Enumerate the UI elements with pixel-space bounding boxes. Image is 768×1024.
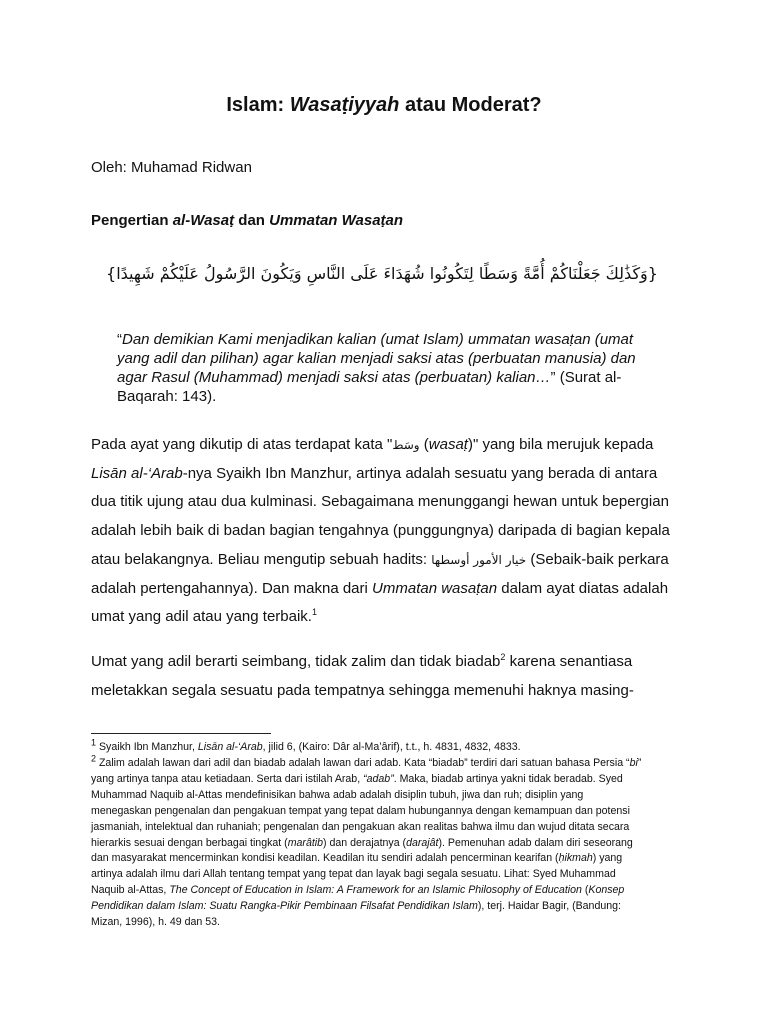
text-span: ) yang [592, 852, 623, 865]
paragraph-2-line [91, 648, 681, 677]
paragraph-1-line: adalah lebih baik di badan bagian tengahnya (punggungnya) daripada di bagian kepala [91, 522, 670, 540]
text-span: hierarkis sesuai dengan berbagai tingkat ( [91, 836, 288, 849]
arabic-verse: {وَكَذَٰلِكَ جَعَلْنَاكُمْ أُمَّةً وَسَطًا لِتَكُونُوا شُهَدَاءَ عَلَى النَّاسِ وَيَكُونَ الرَّسُولُ عَلَيْكُمْ شَهِيدًا} [106, 264, 658, 283]
italic-term: Lisān al-‘Arab [91, 464, 183, 482]
italic-term: wasaṭ [428, 436, 468, 453]
footnote-line [91, 883, 681, 899]
heading-text: Pengertian [91, 212, 173, 229]
italic-term: Ummatan wasaṭan [372, 579, 498, 597]
italic-book-title: Pendidikan dalam Islam: Suatu Rangka-Pikir Pembinaan Filsafat Pendidikan Islam [91, 900, 478, 913]
footnote-line [91, 772, 681, 788]
text-span: karena senantiasa [505, 653, 633, 670]
paragraph-1-line [91, 460, 681, 489]
footnote-1 [91, 737, 681, 756]
text-span: -nya Syaikh Ibn Manzhur, artinya adalah sesuatu yang berada di antara [182, 464, 658, 482]
text-span: yang artinya tanpa atau ketiadaan. Serta dari istilah Arab, [91, 772, 364, 785]
heading-term-ummatan: Ummatan Wasaṭan [269, 212, 404, 229]
footnote-line: Muhammad Naquib al-Attas mendefinisikan bahwa adab adalah disiplin tubuh, jiwa dan ruh; disiplin yang [91, 788, 584, 801]
heading-term-al-wasat: al-Wasaṭ [172, 212, 235, 229]
title-text-end: atau Moderat? [399, 94, 542, 116]
text-span: Naquib al-Attas, [91, 884, 170, 897]
heading-text-and: dan [234, 212, 270, 229]
text-span: Syaikh Ibn Manzhur, [96, 741, 198, 753]
paragraph-2 [91, 648, 681, 705]
footnote-line: artinya adalah ilmu dari Allah tentang tempat yang tepat dan layak bagi segala sesuatu. Lihat: Syed Muhammad [91, 868, 616, 881]
text-span: (Sebaik-baik perkara [526, 550, 669, 568]
quote-source: (Surat al-Baqarah: 143). [117, 369, 622, 405]
footnote-line: jasmaniah, intelektual dan ruhaniah; pengenalan dan pengakuan akan realitas bahwa ilmu dan wujud ditata secara [91, 820, 630, 833]
text-span: dalam ayat diatas adalah [497, 579, 669, 597]
italic-term: “adab” [363, 772, 394, 785]
paragraph-1-line [91, 603, 681, 632]
footnote-ref-1[interactable]: 1 [311, 607, 317, 618]
footnote-line: Mizan, 1996), h. 49 dan 53. [91, 916, 220, 929]
title-text: Islam: [226, 94, 290, 116]
title-italic-term: Wasaṭiyyah [289, 94, 400, 116]
text-span: ( [419, 436, 429, 453]
quote-italic-text: Dan demikian Kami menjadikan kalian (umat Islam) ummatan wasaṭan (umat yang adil dan pilihan) agar kalian menjadi saksi atas (perbuatan manusia) dan agar Rasul (Muhammad) menjadi saksi atas (perbuatan) kalian… [117, 331, 636, 386]
footnote-line [91, 899, 681, 915]
arabic-hadith: خيار الأمور أوسطها [431, 552, 527, 567]
footnote-number: 1 [91, 737, 97, 748]
footnote-line [91, 753, 681, 772]
italic-term: bi [629, 757, 638, 769]
italic-term: Konsep [588, 884, 625, 897]
footnote-ref-2[interactable]: 2 [500, 652, 506, 662]
text-span: ) dan derajatnya ( [323, 836, 407, 849]
italic-book-title: The Concept of Education in Islam: A Framework for an Islamic Philosophy of Education [169, 884, 582, 897]
footnote-number: 2 [91, 753, 97, 764]
footnote-line [91, 836, 681, 852]
text-span: . Maka, biadab artinya yakni tidak beradab. Syed [393, 772, 623, 785]
text-span: adalah pertengahannya). Dan makna dari [91, 579, 373, 597]
arabic-word: وسَط [392, 438, 420, 452]
text-span: )" yang bila merujuk kepada [467, 436, 654, 453]
text-span: atau belakangnya. Beliau mengutip sebuah hadits: [91, 550, 432, 568]
quote-open-mark: “ [117, 331, 122, 348]
paragraph-1-line: dua titik ujung atau dua kulminasi. Sebagaimana menunggangi hewan untuk bepergian [91, 493, 669, 511]
quote-close-mark: ” [550, 369, 560, 386]
text-span: dan masyarakat mencerminkan kondisi keadilan. Keadilan itu sendiri adalah pencerminan kearifan ( [91, 852, 559, 865]
footnote-2 [91, 753, 681, 931]
paragraph-2-line: meletakkan segala sesuatu pada tempatnya sehingga memenuhi haknya masing- [91, 681, 634, 699]
footnote-line [91, 737, 681, 756]
text-span: ” [637, 757, 642, 769]
section-heading [91, 211, 403, 231]
paragraph-1 [91, 431, 681, 632]
verse-translation-quote [117, 330, 657, 406]
text-span: ( [581, 884, 589, 897]
italic-term: marâtib [287, 836, 324, 849]
paragraph-1-line [91, 431, 681, 460]
text-span: umat yang adil atau yang terbaik. [91, 608, 312, 626]
italic-term: ḥikmah [558, 852, 593, 865]
footnote-line [91, 851, 681, 867]
italic-title: Lisān al-‘Arab [197, 741, 263, 753]
text-span: Pada ayat yang dikutip di atas terdapat kata " [91, 436, 393, 453]
text-span: Umat yang adil berarti seimbang, tidak zalim dan tidak biadab [91, 653, 501, 670]
footnote-line: menegaskan pengenalan dan pengakuan tempat yang tepat dalam hubungannya dengan kemampuan dan potensi [91, 804, 630, 817]
text-span: ), terj. Haidar Bagir, (Bandung: [477, 900, 621, 913]
footnote-separator [91, 733, 271, 734]
paragraph-1-line [91, 546, 681, 575]
italic-term: darajât [406, 836, 439, 849]
text-span: ). Pemenuhan adab dalam diri seseorang [438, 836, 633, 849]
text-span: Zalim adalah lawan dari adil dan biadab adalah lawan dari adab. Kata “biadab” terdiri dari satuan bahasa Persia “ [96, 757, 630, 769]
author-byline: Oleh: Muhamad Ridwan [91, 159, 252, 176]
paragraph-1-line [91, 575, 681, 604]
text-span: , jilid 6, (Kairo: Dâr al-Ma’ârif), t.t., h. 4831, 4832, 4833. [262, 741, 521, 753]
page-title [0, 92, 768, 118]
